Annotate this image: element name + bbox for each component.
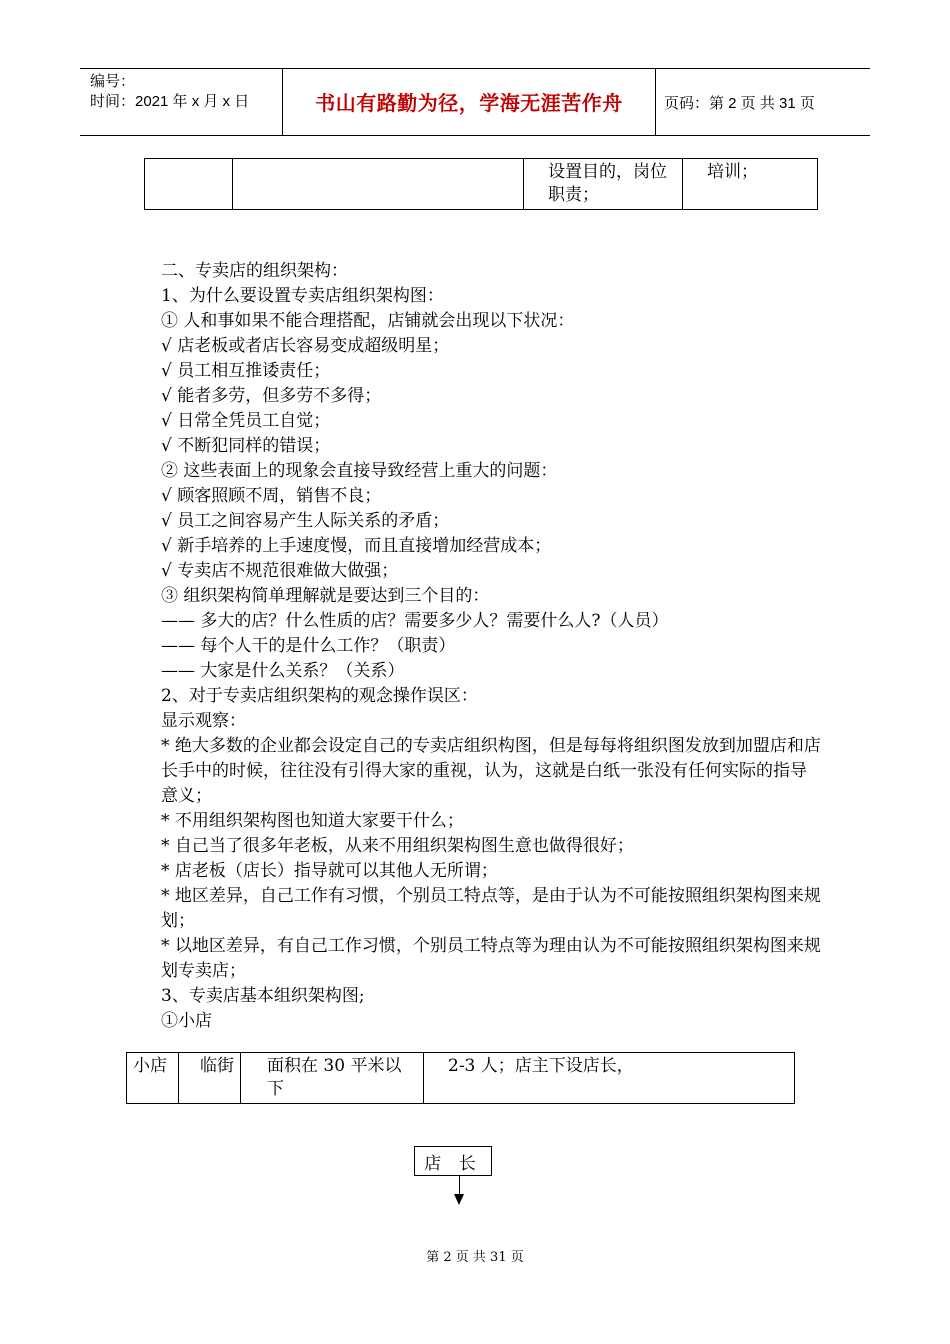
body-line: ① 人和事如果不能合理搭配，店铺就会出现以下状况： (161, 311, 575, 331)
table-row (145, 159, 818, 210)
body-line: 2、对于专卖店组织架构的观念操作误区： (161, 686, 478, 706)
body-line: √ 顾客照顾不周，销售不良； (161, 486, 382, 506)
body-line: 显示观察： (161, 711, 246, 731)
header-time-label: 时间：2021 年 x 月 x 日 (90, 93, 250, 110)
table-cell: 设置目的，岗位职责； (524, 159, 683, 210)
header-bottom-rule (80, 135, 870, 136)
body-line: —— 多大的店？什么性质的店？需要多少人？需要什么人?（人员） (161, 611, 669, 631)
header-divider-right (655, 68, 656, 135)
header-left-block (90, 72, 249, 112)
header-divider-left (282, 68, 283, 135)
small-store-table (126, 1052, 795, 1104)
table-cell (145, 159, 233, 210)
header-motto: 书山有路勤为径，学海无涯苦作舟 (315, 91, 623, 115)
page-footer: 第 2 页 共 31 页 (426, 1250, 524, 1265)
arrow-down-icon (454, 1194, 464, 1205)
body-line: √ 店老板或者店长容易变成超级明星； (161, 336, 450, 356)
body-line: * 店老板（店长）指导就可以其他人无所谓； (161, 861, 498, 881)
body-line: √ 新手培养的上手速度慢，而且直接增加经营成本； (161, 536, 552, 556)
body-line: * 以地区差异，有自己工作习惯，个别员工特点等为理由认为不可能按照组织架构图来规划专卖店； (161, 936, 821, 981)
org-connector-line (459, 1176, 460, 1194)
body-line: √ 专卖店不规范很难做大做强； (161, 561, 399, 581)
body-line: √ 日常全凭员工自觉； (161, 411, 331, 431)
body-line: √ 不断犯同样的错误； (161, 436, 331, 456)
body-line: ② 这些表面上的现象会直接导致经营上重大的问题： (161, 461, 558, 481)
body-line: 二、专卖店的组织架构： (161, 261, 348, 281)
body-line: * 绝大多数的企业都会设定自己的专卖店组织构图，但是每每将组织图发放到加盟店和店长手中的时候，往往没有引得大家的重视，认为，这就是白纸一张没有任何实际的指导意义； (161, 736, 821, 806)
table-cell: 小店 (127, 1053, 179, 1104)
body-line: 1、为什么要设置专卖店组织架构图： (161, 286, 444, 306)
table-cell: 临街 (179, 1053, 241, 1104)
body-line: √ 员工相互推诿责任； (161, 361, 331, 381)
header-number-label: 编号： (90, 73, 136, 90)
body-text (161, 259, 821, 1034)
body-line: * 自己当了很多年老板，从来不用组织架构图生意也做得很好； (161, 836, 634, 856)
body-line: * 地区差异，自己工作有习惯，个别员工特点等，是由于认为不可能按照组织架构图来规划； (161, 886, 821, 931)
header-page-info: 页码：第 2 页 共 31 页 (664, 95, 815, 112)
body-line: ①小店 (161, 1011, 212, 1031)
org-node-store-manager: 店 长 (414, 1146, 492, 1176)
body-line: —— 大家是什么关系？（关系） (161, 661, 405, 681)
body-line: √ 员工之间容易产生人际关系的矛盾； (161, 511, 450, 531)
table-cell: 2-3 人；店主下设店长， (424, 1053, 795, 1104)
table-cell: 培训； (683, 159, 818, 210)
body-line: √ 能者多劳，但多劳不多得； (161, 386, 382, 406)
table-cell: 面积在 30 平米以下 (241, 1053, 424, 1104)
body-line: ③ 组织架构简单理解就是要达到三个目的： (161, 586, 490, 606)
table-row (127, 1053, 795, 1104)
table-cell (233, 159, 524, 210)
top-table (144, 158, 818, 210)
body-line: —— 每个人干的是什么工作？（职责） (161, 636, 456, 656)
body-line: * 不用组织架构图也知道大家要干什么； (161, 811, 464, 831)
body-line: 3、专卖店基本组织架构图; (161, 986, 365, 1006)
